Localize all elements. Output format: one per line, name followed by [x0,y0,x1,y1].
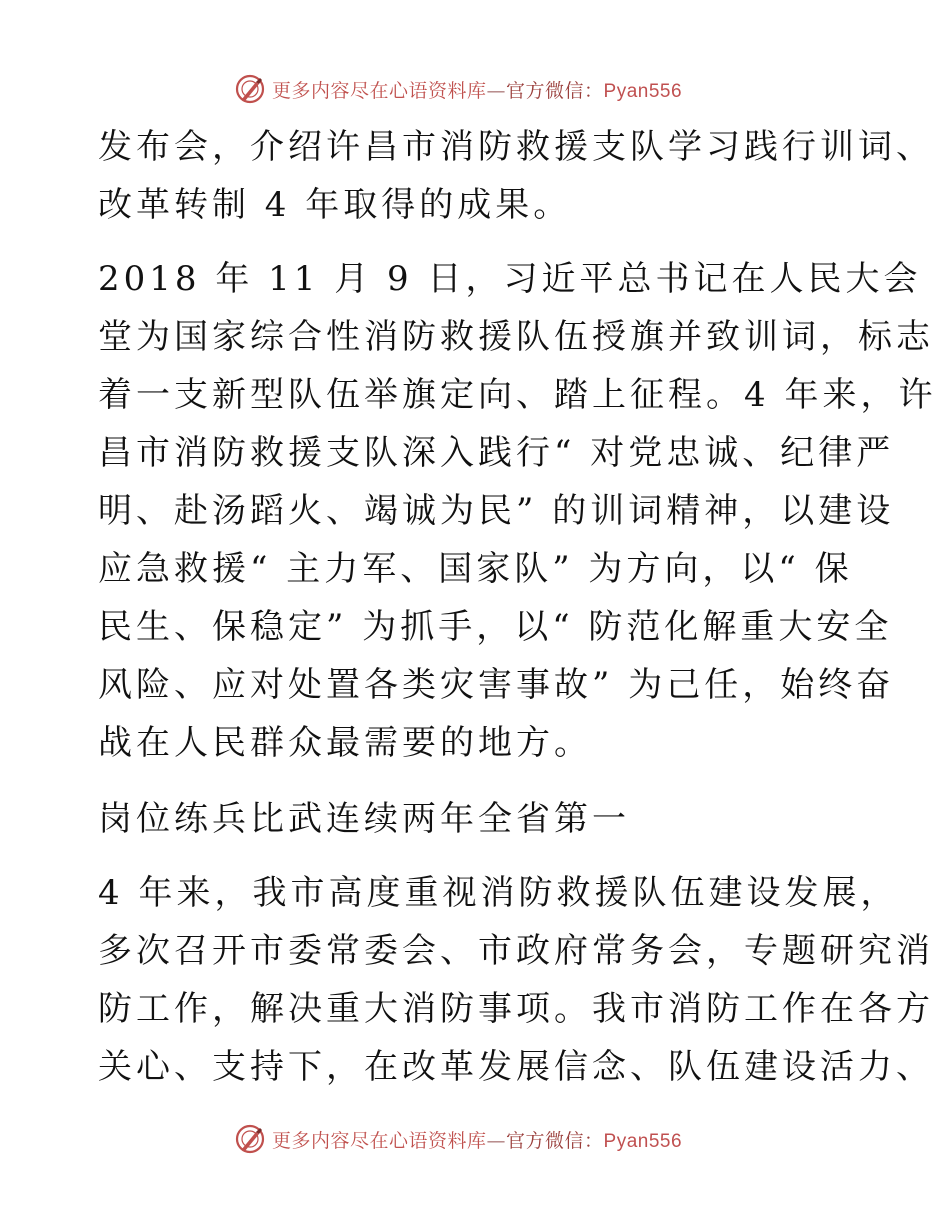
body-line: 着一支新型队伍举旗定向、踏上征程。4 年来，许 [98,375,937,415]
footer-wechat-id: Pyan556 [603,1130,683,1152]
body-line: 昌市消防救援支队深入践行“ 对党忠诚、纪律严 [98,433,895,473]
pen-logo-icon [234,1123,266,1155]
section-heading: 岗位练兵比武连续两年全省第一 [98,799,630,839]
body-line: 改革转制 4 年取得的成果。 [98,185,572,225]
body-line: 明、赴汤蹈火、竭诚为民” 的训词精神，以建设 [98,491,895,531]
footer-wechat-label: 官方微信： [506,1129,604,1152]
footer-site-name: 更多内容尽在心语资料库 [272,1129,487,1152]
body-line: 风险、应对处置各类灾害事故” 为己任，始终奋 [98,665,895,705]
body-line: 2018 年 11 月 9 日，习近平总书记在人民大会 [98,259,922,299]
header-wechat-label: 官方微信： [506,79,604,102]
footer-watermark [234,1122,682,1156]
header-site-name: 更多内容尽在心语资料库 [272,79,487,102]
body-line: 堂为国家综合性消防救援队伍授旗并致训词，标志 [98,317,934,357]
body-line: 应急救援“ 主力军、国家队” 为方向，以“ 保 [98,549,853,589]
body-line: 4 年来，我市高度重视消防救援队伍建设发展， [98,873,899,913]
body-line: 民生、保稳定” 为抓手，以“ 防范化解重大安全 [98,607,893,647]
footer-dash: — [486,1129,507,1152]
body-line: 发布会，介绍许昌市消防救援支队学习践行训词、 [98,127,934,167]
footer-watermark-text [272,1126,682,1153]
body-line: 战在人民群众最需要的地方。 [98,723,592,763]
header-dash: — [486,79,507,102]
header-wechat-id: Pyan556 [603,80,683,102]
body-line: 防工作，解决重大消防事项。我市消防工作在各方 [98,989,934,1029]
body-line: 多次召开市委常委会、市政府常务会，专题研究消 [98,931,934,971]
body-line: 关心、支持下，在改革发展信念、队伍建设活力、 [98,1047,934,1087]
